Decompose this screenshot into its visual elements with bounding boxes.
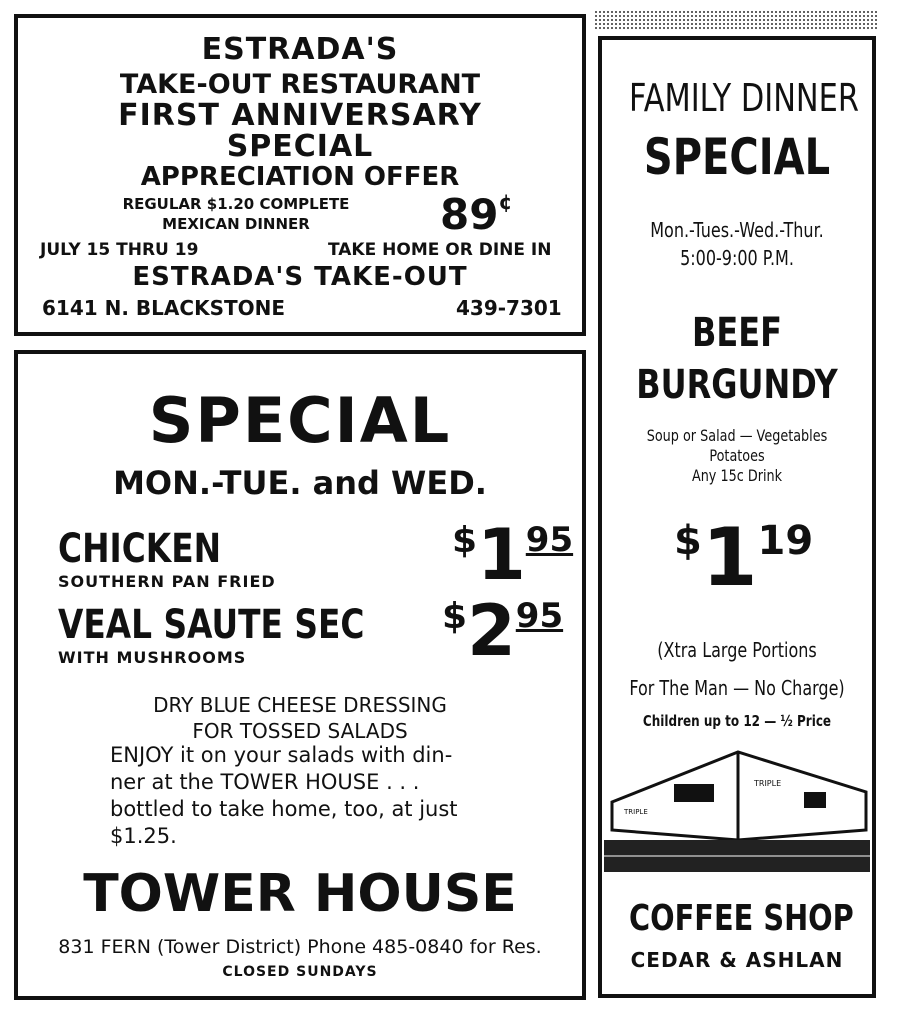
estrada-type: TAKE-OUT RESTAURANT xyxy=(119,69,481,100)
family-sides1: Soup or Salad — Vegetables xyxy=(646,426,828,445)
tower-item1-name: CHICKEN xyxy=(58,526,222,572)
estrada-phone: 439-7301 xyxy=(456,296,562,320)
family-shop: COFFEE SHOP xyxy=(629,898,854,939)
estrada-anniversary: FIRST ANNIVERSARY xyxy=(118,98,482,133)
tower-item2-dollar: $ xyxy=(442,596,468,637)
tower-address: 831 FERN (Tower District) Phone 485-0840 for Res. xyxy=(58,936,542,958)
tower-dressing xyxy=(18,692,582,744)
family-title2: SPECIAL xyxy=(643,128,831,186)
family-days: Mon.-Tues.-Wed.-Thur. xyxy=(650,218,824,242)
tower-dressing-line1: DRY BLUE CHEESE DRESSING xyxy=(153,693,447,717)
coffee-shop-building-illustration xyxy=(604,744,870,874)
tower-item2-price xyxy=(442,590,564,672)
tower-dressing-line2: FOR TOSSED SALADS xyxy=(192,719,408,743)
tower-item-veal xyxy=(58,602,432,667)
family-portions2: For The Man — No Charge) xyxy=(629,676,845,700)
tower-enjoy-line3: bottled to take home, too, at just xyxy=(110,797,458,821)
estrada-price xyxy=(440,190,512,239)
family-price-dollar: $ xyxy=(674,518,702,564)
tower-name: TOWER HOUSE xyxy=(83,864,517,924)
estrada-dates: JULY 15 THRU 19 xyxy=(40,240,199,260)
tower-item1-dollar: $ xyxy=(452,520,478,561)
estrada-offer: APPRECIATION OFFER xyxy=(140,162,460,192)
estrada-regular-line1: REGULAR $1.20 COMPLETE xyxy=(122,195,350,213)
family-hours: 5:00-9:00 P.M. xyxy=(680,246,794,270)
family-price-cents: 19 xyxy=(757,518,814,564)
tower-item2-cents: 95 xyxy=(515,596,564,636)
family-dinner-ad xyxy=(598,36,876,998)
family-sides2: Potatoes xyxy=(709,446,765,465)
tower-headline: SPECIAL xyxy=(148,384,452,457)
tower-item1-main: 1 xyxy=(477,514,526,596)
tower-item2-name: VEAL SAUTE SEC xyxy=(58,602,365,648)
tower-enjoy-line2: ner at the TOWER HOUSE . . . xyxy=(110,770,420,794)
family-location: CEDAR & ASHLAN xyxy=(630,948,844,972)
tower-days: MON.-TUE. and WED. xyxy=(113,464,487,502)
family-sides3: Any 15c Drink xyxy=(691,466,783,485)
tower-enjoy xyxy=(110,742,458,850)
svg-text:TRIPLE: TRIPLE xyxy=(624,808,648,816)
estrada-special: SPECIAL xyxy=(226,129,374,164)
family-sides xyxy=(629,426,845,486)
tower-item1-sub: SOUTHERN PAN FRIED xyxy=(58,572,276,591)
family-price xyxy=(674,511,814,604)
family-portions1: (Xtra Large Portions xyxy=(657,638,817,662)
family-dish2: BURGUNDY xyxy=(636,362,838,408)
family-price-main: 1 xyxy=(701,511,758,604)
tower-item1-price xyxy=(452,514,574,596)
tower-enjoy-line4: $1.25. xyxy=(110,824,177,848)
tower-house-ad xyxy=(14,350,586,1000)
family-children: Children up to 12 — ½ Price xyxy=(642,712,832,730)
estrada-price-value: 89 xyxy=(440,190,499,239)
estrada-regular-text xyxy=(86,194,386,234)
estrada-ad xyxy=(14,14,586,336)
tower-item-chicken xyxy=(58,526,276,591)
svg-text:TRIPLE: TRIPLE xyxy=(754,779,782,788)
halftone-strip xyxy=(594,10,878,30)
estrada-name-2: ESTRADA'S TAKE-OUT xyxy=(132,262,468,292)
tower-item2-sub: WITH MUSHROOMS xyxy=(58,648,247,667)
estrada-regular-line2: MEXICAN DINNER xyxy=(162,215,310,233)
family-dish1: BEEF xyxy=(692,310,782,356)
estrada-name: ESTRADA'S xyxy=(201,32,399,67)
estrada-price-unit: ¢ xyxy=(498,190,513,214)
tower-enjoy-line1: ENJOY it on your salads with din- xyxy=(110,743,453,767)
family-title1: FAMILY DINNER xyxy=(629,76,860,120)
tower-item2-main: 2 xyxy=(467,590,516,672)
tower-item1-cents: 95 xyxy=(525,520,574,560)
estrada-address: 6141 N. BLACKSTONE xyxy=(42,296,286,320)
estrada-take-home: TAKE HOME OR DINE IN xyxy=(328,240,552,260)
tower-closed: CLOSED SUNDAYS xyxy=(222,964,378,980)
